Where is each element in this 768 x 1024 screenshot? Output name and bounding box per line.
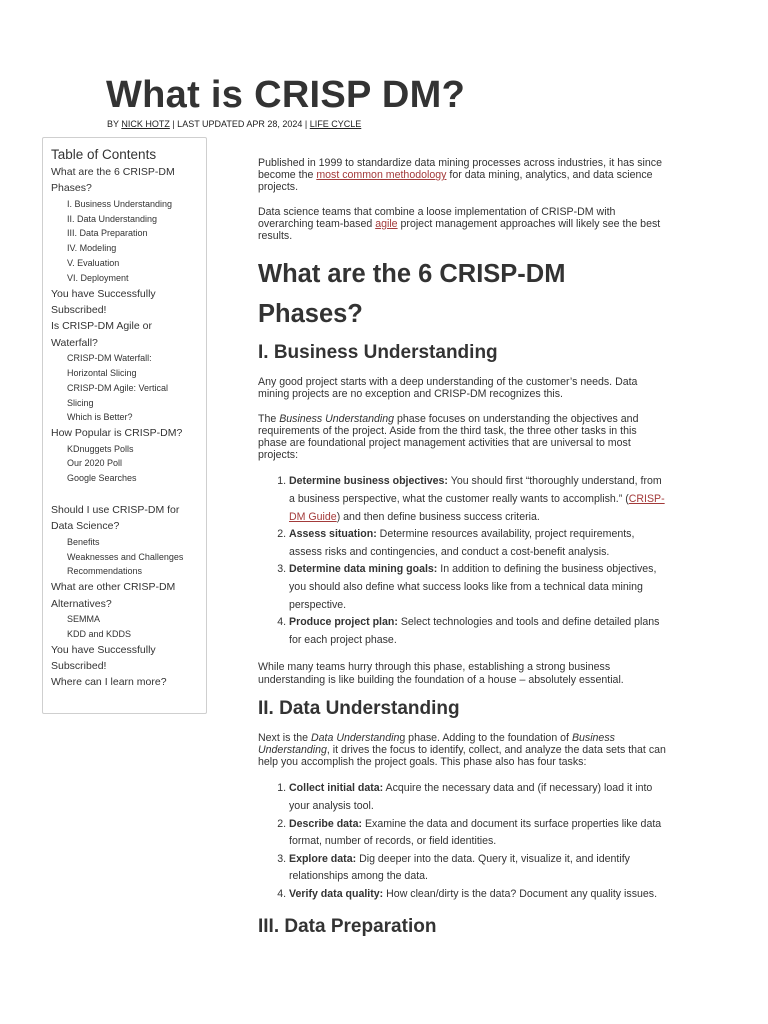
business-paragraph: The Business Understanding phase focuses on understanding the objectives and requirements of the project. Aside from the third task, the three other tasks in this phase are foundational project management activities that are universal to most projects: [258, 412, 639, 462]
list-item: 2. Describe data: Examine the data and document its surface properties like data format, number of records, or field identities. [289, 816, 668, 851]
toc-subitem[interactable]: II. Data Understanding [67, 213, 158, 224]
toc-subitem[interactable]: Recommendations [67, 566, 143, 577]
list-item: 3. Explore data: Dig deeper into the data. Query it, visualize it, and identify relationships among the data. [289, 851, 668, 886]
business-task-list [258, 473, 668, 649]
crisp-dm-guide-link[interactable]: CRISP-DM Guide [289, 493, 665, 523]
toc-item[interactable]: Is CRISP-DM Agile or Waterfall? [51, 320, 152, 349]
business-paragraph: While many teams hurry through this phase, establishing a strong business understanding is like building the foundation of a house – absolutely essential. [258, 661, 624, 686]
article-body [258, 157, 668, 950]
toc-list [51, 164, 206, 691]
toc-item[interactable]: How Popular is CRISP-DM? [51, 427, 183, 440]
toc-subitem[interactable]: CRISP-DM Waterfall: Horizontal Slicing [67, 353, 152, 379]
toc-subitem[interactable]: KDD and KDDS [67, 628, 132, 639]
toc-item[interactable]: What are other CRISP-DM Alternatives? [51, 581, 176, 610]
table-of-contents [42, 137, 207, 714]
toc-subitem[interactable]: III. Data Preparation [67, 228, 148, 239]
most-common-methodology-link[interactable]: most common methodology [316, 169, 447, 182]
list-item: 1. Determine business objectives: You should first “thoroughly understand, from a business perspective, what the customer really wants to accomplish.” (CRISP-DM Guide) and then define business success criteria. [289, 473, 668, 526]
data-understanding-paragraph: Next is the Data Understanding phase. Adding to the foundation of Business Understanding, it drives the focus to identify, collect, and analyze the data sets that can help you accomplish the project goals. This phase also has four tasks: [258, 731, 666, 769]
toc-title: Table of Contents [51, 147, 157, 162]
phases-heading: What are the 6 CRISP-DM Phases? [258, 260, 566, 329]
toc-subitem[interactable]: V. Evaluation [67, 258, 120, 268]
toc-subitem[interactable]: SEMMA [67, 614, 101, 625]
category-link[interactable]: LIFE CYCLE [309, 119, 362, 129]
toc-subitem[interactable]: Our 2020 Poll [67, 458, 123, 469]
list-item: 3. Determine data mining goals: In addition to defining the business objectives, you should also define what success looks like from a technical data mining perspective. [289, 561, 668, 614]
page-title: What is CRISP DM? [106, 74, 466, 116]
byline-updated: | LAST UPDATED APR 28, 2024 | [169, 119, 310, 129]
list-item: 1. Collect initial data: Acquire the necessary data and (if necessary) load it into your analysis tool. [289, 780, 668, 815]
toc-item[interactable]: Should I use CRISP-DM for Data Science? [51, 504, 180, 533]
author-link[interactable]: NICK HOTZ [121, 119, 170, 129]
data-understanding-heading: II. Data Understanding [258, 697, 460, 719]
intro-paragraph: Published in 1999 to standardize data mining processes across industries, it has since become the most common methodology for data mining, analytics, and data science projects. [258, 157, 662, 194]
byline [107, 119, 361, 129]
list-item: 4. Verify data quality: How clean/dirty is the data? Document any quality issues. [289, 886, 668, 904]
toc-subitem[interactable]: Benefits [67, 536, 100, 547]
intro-paragraph: Data science teams that combine a loose implementation of CRISP-DM with overarching team-based agile project management approaches will likely see the best results. [258, 205, 661, 243]
data-understanding-task-list [258, 780, 668, 903]
toc-item[interactable]: You have Successfully Subscribed! [51, 287, 156, 316]
toc-subitem[interactable]: CRISP-DM Agile: Vertical Slicing [67, 382, 169, 408]
list-item: 4. Produce project plan: Select technologies and tools and define detailed plans for each project phase. [289, 614, 668, 649]
toc-subitem[interactable]: IV. Modeling [67, 243, 117, 254]
toc-item[interactable]: What are the 6 CRISP-DM Phases? [51, 166, 175, 195]
toc-item[interactable]: Where can I learn more? [51, 676, 167, 689]
list-item: 2. Assess situation: Determine resources availability, project requirements, assess risks and contingencies, and conduct a cost-benefit analysis. [289, 526, 668, 561]
toc-subitem[interactable]: Which is Better? [67, 412, 133, 423]
toc-subitem[interactable]: Weaknesses and Challenges [67, 551, 184, 562]
data-preparation-heading: III. Data Preparation [258, 915, 437, 937]
business-understanding-heading: I. Business Understanding [258, 342, 498, 364]
toc-item[interactable]: You have Successfully Subscribed! [51, 643, 156, 673]
toc-subitem[interactable]: VI. Deployment [67, 272, 129, 283]
toc-subitem[interactable]: I. Business Understanding [67, 198, 173, 209]
agile-link[interactable]: agile [375, 217, 398, 230]
byline-by: BY [107, 119, 122, 129]
business-paragraph: Any good project starts with a deep understanding of the customer’s needs. Data mining projects are no exception and CRISP-DM recognizes this. [258, 376, 638, 401]
toc-subitem[interactable]: KDnuggets Polls [67, 443, 134, 454]
toc-subitem[interactable]: Google Searches [67, 473, 137, 484]
